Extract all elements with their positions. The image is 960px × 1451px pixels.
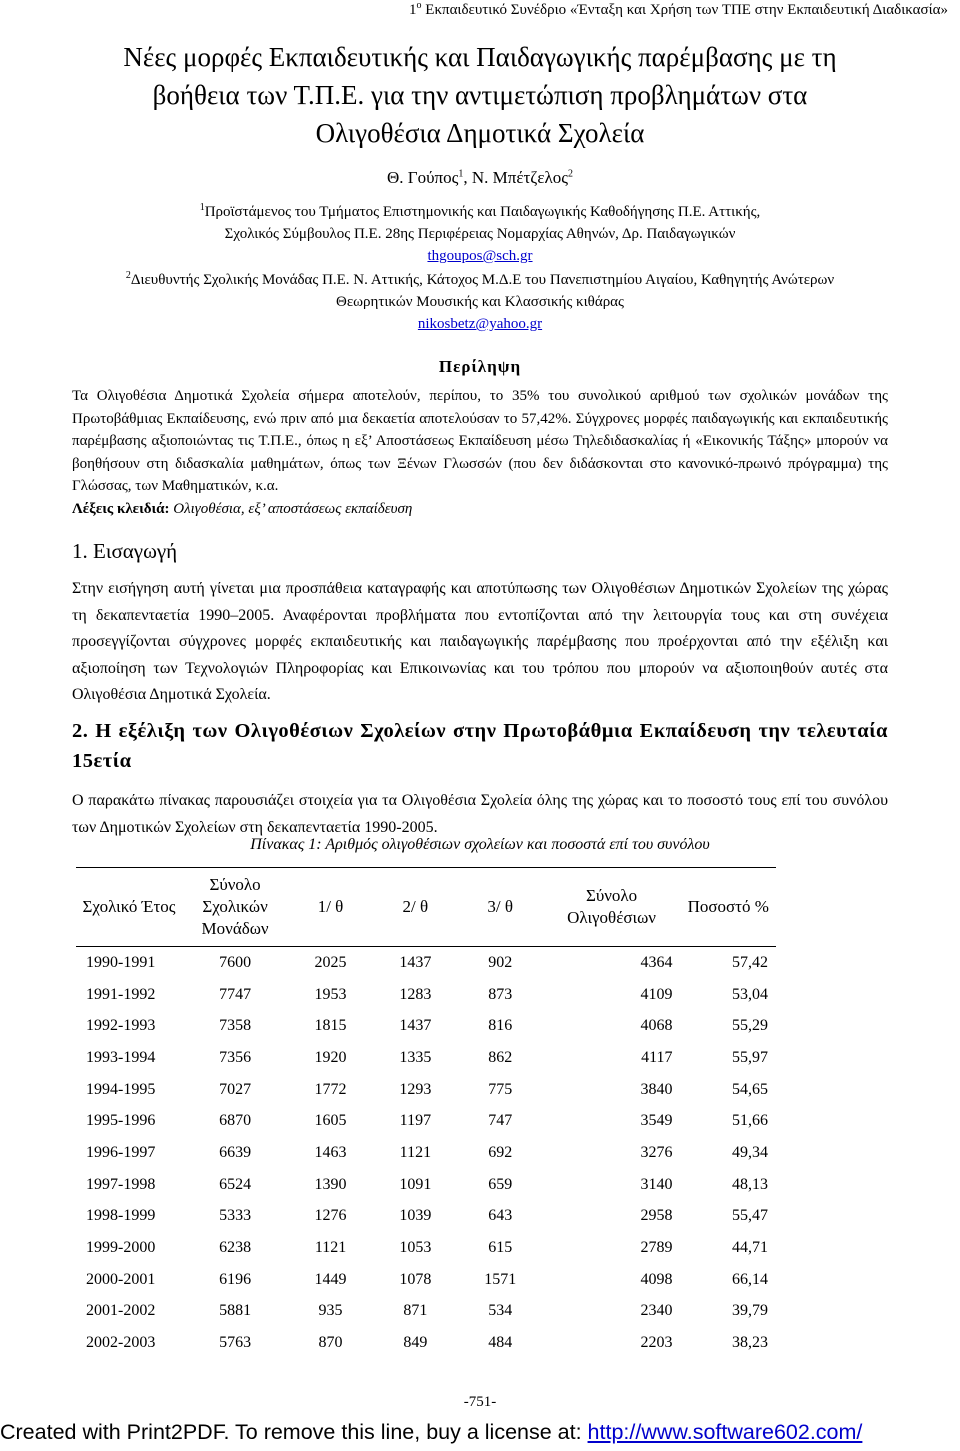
col-header-total-units: Σύνολο Σχολικών Μονάδων [182, 868, 288, 947]
table-row [76, 1137, 776, 1169]
table-cell: 1121 [314, 1239, 347, 1257]
table-row [76, 1296, 776, 1328]
table-cell: 1605 [314, 1112, 347, 1130]
table-row [76, 1074, 776, 1106]
table-cell: 1437 [399, 953, 432, 971]
table-cell: 3840 [640, 1080, 673, 1098]
table-cell: 643 [488, 1207, 513, 1225]
table-cell: 1390 [314, 1175, 347, 1193]
table-cell: 902 [488, 953, 513, 971]
table-row [76, 1105, 776, 1137]
table-row [76, 1042, 776, 1074]
table-cell: 1571 [484, 1270, 517, 1288]
table-cell: 1335 [399, 1048, 432, 1066]
table-cell: 66,14 [732, 1270, 768, 1288]
col-header-1t: 1/ θ [288, 868, 373, 947]
table-row [76, 1264, 776, 1296]
title-line-1: Νέες μορφές Εκπαιδευτικής και Παιδαγωγικής παρέμβασης με τη [123, 42, 837, 72]
table-row [76, 947, 776, 979]
abstract-text: Τα Ολιγοθέσια Δημοτικά Σχολεία σήμερα αποτελούν, περίπου, το 35% του συνολικού αριθμού των σχολικών μονάδων της Πρωτοβάθμιας Εκπαίδευσης, ενώ πριν από μια δεκαετία αποτελούσαν το 57,42%. Σύγχρονες μορφές παιδαγωγικής και εκπαιδευτικής παρέμβασης αξιοποιώντας τις Τ.Π.Ε., όπως η εξ’ Αποστάσεως Εκπαίδευση μέσω Τηλεδιδασκαλίας ή «Εικονικής Τάξης» μπορούν να βοηθήσουν στη διδασκαλία μαθημάτων, όπως των Ξένων Γλωσσών (που δεν διδάσκονται στο κανονικό-πρωινό πρόγραμμα) της Γλώσσας, των Μαθηματικών, κ.α. [72, 388, 888, 494]
table-cell: 871 [403, 1302, 428, 1320]
table-cell: 2025 [314, 953, 347, 971]
table-cell: 775 [488, 1080, 513, 1098]
table-cell: 816 [488, 1017, 513, 1035]
table-cell: 1078 [399, 1270, 432, 1288]
table-cell: 7747 [219, 985, 252, 1003]
col-header-total-oligo: Σύνολο Ολιγοθέσιων [543, 868, 681, 947]
col-header-percent: Ποσοστό % [681, 868, 777, 947]
table-cell: 873 [488, 985, 513, 1003]
table-cell: 6238 [219, 1239, 252, 1257]
table-cell: 1990-1991 [86, 953, 156, 971]
table-cell: 870 [318, 1334, 343, 1352]
table-cell: 5333 [219, 1207, 252, 1225]
keywords-label: Λέξεις κλειδιά: [72, 500, 170, 517]
table-cell: 1449 [314, 1270, 347, 1288]
table-cell: 849 [403, 1334, 428, 1352]
footer-text: Created with Print2PDF. To remove this line, buy a license at: [0, 1420, 588, 1444]
table-cell: 2958 [640, 1207, 673, 1225]
table-row [76, 1232, 776, 1264]
table-cell: 2000-2001 [86, 1270, 156, 1288]
table-cell: 55,47 [732, 1207, 768, 1225]
table-cell: 51,66 [732, 1112, 768, 1130]
email-link-1[interactable]: thgoupos@sch.gr [427, 248, 533, 264]
abstract-body [72, 385, 888, 520]
table-cell: 1463 [314, 1143, 347, 1161]
header-text: Εκπαιδευτικό Συνέδριο «Ένταξη και Χρήση των ΤΠΕ στην Εκπαιδευτική Διαδικασία» [421, 2, 948, 18]
table-cell: 6524 [219, 1175, 252, 1193]
table-cell: 55,29 [732, 1017, 768, 1035]
table-cell: 6639 [219, 1143, 252, 1161]
header-ordinal: 1 [409, 2, 417, 18]
footer-link[interactable]: http://www.software602.com/ [587, 1420, 863, 1444]
title-line-2: βοήθεια των Τ.Π.Ε. για την αντιμετώπιση προβλημάτων στα [152, 80, 808, 110]
affiliation-1-line-2: Σχολικός Σύμβουλος Π.Ε. 28ης Περιφέρειας Νομαρχίας Αθηνών, Δρ. Παιδαγωγικών [224, 226, 736, 242]
table-cell: 1121 [399, 1143, 432, 1161]
col-header-3t: 3/ θ [458, 868, 543, 947]
section-1-heading: 1. Εισαγωγή [72, 539, 178, 563]
authors [0, 168, 960, 188]
table-cell: 935 [318, 1302, 343, 1320]
table-cell: 1437 [399, 1017, 432, 1035]
table-cell: 4364 [640, 953, 673, 971]
table-cell: 1953 [314, 985, 347, 1003]
table-cell: 6870 [219, 1112, 252, 1130]
author-separator: , [463, 168, 472, 187]
table-cell: 38,23 [732, 1334, 768, 1352]
table-cell: 4098 [640, 1270, 673, 1288]
table-cell: 1998-1999 [86, 1207, 156, 1225]
table-cell: 4109 [640, 985, 673, 1003]
table-cell: 2789 [640, 1239, 673, 1257]
table-cell: 1994-1995 [86, 1080, 156, 1098]
table-cell: 1039 [399, 1207, 432, 1225]
table-cell: 1996-1997 [86, 1143, 156, 1161]
affiliation-2-line-2: Θεωρητικών Μουσικής και Κλασσικής κιθάρας [336, 294, 624, 310]
table-cell: 4068 [640, 1017, 673, 1035]
section-2-heading: 2. Η εξέλιξη των Ολιγοθέσιων Σχολείων στην Πρωτοβάθμια Εκπαίδευση την τελευταία 15ετία [72, 720, 888, 772]
keywords-text: Ολιγοθέσια, εξ’ αποστάσεως εκπαίδευση [169, 500, 413, 517]
table-cell: 1283 [399, 985, 432, 1003]
table-cell: 4117 [641, 1048, 673, 1066]
table-cell: 39,79 [732, 1302, 768, 1320]
table-cell: 49,34 [732, 1143, 768, 1161]
abstract-heading: Περίληψη [438, 357, 522, 376]
table-cell: 2203 [640, 1334, 673, 1352]
data-table [76, 867, 776, 1359]
table-cell: 534 [488, 1302, 513, 1320]
table-cell: 5763 [219, 1334, 252, 1352]
table-cell: 2002-2003 [86, 1334, 156, 1352]
table-header-row [76, 868, 776, 947]
table-body [76, 947, 776, 1359]
table-cell: 1995-1996 [86, 1112, 156, 1130]
table-cell: 3140 [640, 1175, 673, 1193]
table-cell: 1991-1992 [86, 985, 156, 1003]
table-cell: 55,97 [732, 1048, 768, 1066]
author-2-sup: 2 [567, 168, 573, 180]
table-cell: 1293 [399, 1080, 432, 1098]
table-cell: 54,65 [732, 1080, 768, 1098]
running-header [409, 0, 948, 19]
author-2: Ν. Μπέτζελος [471, 168, 568, 187]
table-cell: 7356 [219, 1048, 252, 1066]
table-cell: 484 [488, 1334, 513, 1352]
header-ordinal-suffix: ο [416, 0, 422, 11]
table-row [76, 1201, 776, 1233]
table-cell: 57,42 [732, 953, 768, 971]
table-cell: 3276 [640, 1143, 673, 1161]
affiliation-2-sup: 2 [125, 270, 131, 281]
table-cell: 747 [488, 1112, 513, 1130]
table-row [76, 1169, 776, 1201]
affiliation-1-line-1: Προϊστάμενος του Τμήματος Επιστημονικής και Παιδαγωγικής Καθοδήγησης Π.Ε. Αττικής, [204, 204, 761, 220]
author-1: Θ. Γούπος [387, 168, 459, 187]
title-line-3: Ολιγοθέσια Δημοτικά Σχολεία [315, 118, 645, 148]
table-cell: 6196 [219, 1270, 252, 1288]
table-cell: 1197 [399, 1112, 432, 1130]
table-cell: 48,13 [732, 1175, 768, 1193]
affiliation-2-line-1: Διευθυντής Σχολικής Μονάδας Π.Ε. Ν. Αττικής, Κάτοχος Μ.Δ.Ε του Πανεπιστημίου Αιγαίου, Καθηγητής Ανώτερων [130, 272, 835, 288]
table-cell: 1999-2000 [86, 1239, 156, 1257]
table-caption: Πίνακας 1: Αριθμός ολιγοθέσιων σχολείων και ποσοστά επί του συνόλου [250, 836, 710, 853]
table-cell: 1053 [399, 1239, 432, 1257]
section-2-text: Ο παρακάτω πίνακας παρουσιάζει στοιχεία για τα Ολιγοθέσια Σχολεία όλης της χώρας και το ποσοστό τους επί του συνόλου των Δημοτικών Σχολείων στη δεκαπενταετία 1990-2005. [72, 792, 888, 836]
table-cell: 1772 [314, 1080, 347, 1098]
section-1-text: Στην εισήγηση αυτή γίνεται μια προσπάθεια καταγραφής και αποτύπωσης των Ολιγοθέσιων Δημοτικών Σχολείων της χώρας τη δεκαπενταετία 1990–2005. Αναφέρονται προβλήματα που εντοπίζονται από την λειτουργία τους και στη συνέχεια προσεγγίζονται σύγχρονες μορφές εκπαιδευτικής και παιδαγωγικής παρέμβασης που προέρχονται από την εξέλιξη και αξιοποίηση των Τεχνολογιών Πληροφορίας και Επικοινωνίας και του τρόπου που μπορούν να αξιοποιηθούν αυτές στα Ολιγοθέσια Δημοτικά Σχολεία. [72, 580, 888, 703]
table-cell: 1276 [314, 1207, 347, 1225]
table-cell: 862 [488, 1048, 513, 1066]
table-cell: 1993-1994 [86, 1048, 156, 1066]
table-cell: 1920 [314, 1048, 347, 1066]
table-cell: 7358 [219, 1017, 252, 1035]
table-cell: 692 [488, 1143, 513, 1161]
affiliation-1 [60, 197, 900, 267]
table-cell: 53,04 [732, 985, 768, 1003]
table-cell: 1815 [314, 1017, 347, 1035]
table-cell: 1992-1993 [86, 1017, 156, 1035]
table-cell: 44,71 [732, 1239, 768, 1257]
paper-title [0, 38, 960, 152]
table-cell: 2340 [640, 1302, 673, 1320]
table-cell: 659 [488, 1175, 513, 1193]
table-row [76, 1327, 776, 1359]
affiliation-1-sup: 1 [199, 202, 205, 213]
page-number: -751- [463, 1394, 497, 1410]
table-cell: 7600 [219, 953, 252, 971]
col-header-2t: 2/ θ [373, 868, 458, 947]
table-cell: 5881 [219, 1302, 252, 1320]
table-cell: 7027 [219, 1080, 252, 1098]
table-cell: 2001-2002 [86, 1302, 156, 1320]
affiliation-2 [30, 265, 930, 335]
table-cell: 1091 [399, 1175, 432, 1193]
table-cell: 615 [488, 1239, 513, 1257]
table-row [76, 1010, 776, 1042]
email-link-2[interactable]: nikosbetz@yahoo.gr [417, 316, 543, 332]
col-header-year: Σχολικό Έτος [76, 868, 182, 947]
table-row [76, 979, 776, 1011]
keywords [72, 498, 888, 521]
table-cell: 1997-1998 [86, 1175, 156, 1193]
author-1-sup: 1 [458, 168, 464, 180]
print2pdf-footer [0, 1420, 960, 1445]
table-cell: 3549 [640, 1112, 673, 1130]
